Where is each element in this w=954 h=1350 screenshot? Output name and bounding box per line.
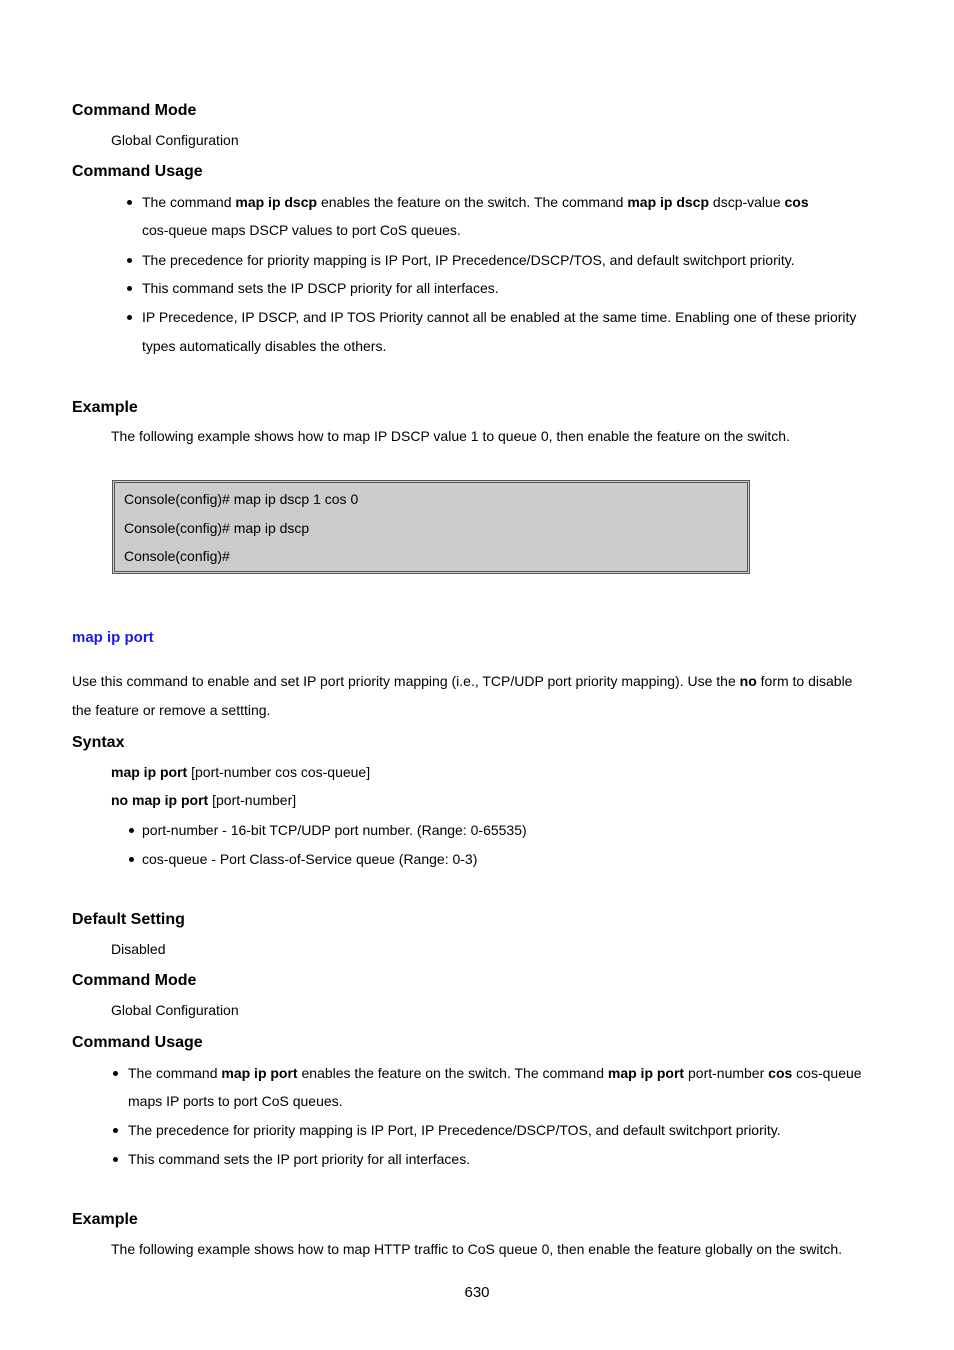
usage-item-1: The command map ip port enables the feature on the switch. The command map ip port port-number cos cos-queue xyxy=(128,1065,862,1081)
syntax-line-1: map ip port [port-number cos cos-queue] xyxy=(111,764,371,780)
usage-item-1: The command map ip dscp enables the feature on the switch. The command map ip dscp dscp-value cos xyxy=(142,194,809,210)
command-usage-heading: Command Usage xyxy=(72,163,203,180)
syntax-line-2: no map ip port [port-number] xyxy=(111,792,297,808)
description: Use this command to enable and set IP port priority mapping (i.e., TCP/UDP port priority mapping). Use the no form to disable xyxy=(72,673,853,689)
parameter-item-2: cos-queue - Port Class-of-Service queue (Range: 0-3) xyxy=(142,851,478,867)
example-heading: Example xyxy=(72,1211,138,1228)
bullet-icon xyxy=(129,857,134,862)
bullet-icon xyxy=(127,286,132,291)
page-number: 630 xyxy=(464,1284,490,1301)
bullet-icon xyxy=(127,200,132,205)
example-text: The following example shows how to map HTTP traffic to CoS queue 0, then enable the feature globally on the switch. xyxy=(111,1241,843,1257)
example-heading: Example xyxy=(72,399,138,416)
command-mode-value: Global Configuration xyxy=(111,1002,239,1018)
bullet-icon xyxy=(129,828,134,833)
command-usage-heading: Command Usage xyxy=(72,1034,203,1051)
console-line: Console(config)# map ip dscp 1 cos 0 xyxy=(124,491,359,507)
command-mode-value: Global Configuration xyxy=(111,132,239,148)
bullet-icon xyxy=(113,1157,118,1162)
parameter-item-1: port-number - 16-bit TCP/UDP port number. (Range: 0-65535) xyxy=(142,822,527,838)
section-title: map ip port xyxy=(72,629,154,646)
console-line: Console(config)# map ip dscp xyxy=(124,520,310,536)
bullet-icon xyxy=(113,1128,118,1133)
console-block xyxy=(112,480,750,574)
usage-item-1-cont: maps IP ports to port CoS queues. xyxy=(128,1093,343,1109)
syntax-heading: Syntax xyxy=(72,734,125,751)
command-mode-heading: Command Mode xyxy=(72,972,197,989)
bullet-icon xyxy=(113,1071,118,1076)
default-setting-value: Disabled xyxy=(111,941,166,957)
usage-item-2: The precedence for priority mapping is IP Port, IP Precedence/DSCP/TOS, and default switchport priority. xyxy=(142,252,795,268)
description-cont: the feature or remove a settting. xyxy=(72,702,271,718)
console-line: Console(config)# xyxy=(124,548,230,564)
example-text: The following example shows how to map IP DSCP value 1 to queue 0, then enable the feature on the switch. xyxy=(111,428,790,444)
usage-item-2: The precedence for priority mapping is IP Port, IP Precedence/DSCP/TOS, and default switchport priority. xyxy=(128,1122,781,1138)
usage-item-4: IP Precedence, IP DSCP, and IP TOS Priority cannot all be enabled at the same time. Enabling one of these priority xyxy=(142,309,857,325)
bullet-icon xyxy=(127,258,132,263)
usage-item-4-cont: types automatically disables the others. xyxy=(142,338,387,354)
usage-item-3: This command sets the IP port priority for all interfaces. xyxy=(128,1151,471,1167)
usage-item-1-cont: cos-queue maps DSCP values to port CoS queues. xyxy=(142,222,461,238)
bullet-icon xyxy=(127,315,132,320)
default-setting-heading: Default Setting xyxy=(72,911,185,928)
usage-item-3: This command sets the IP DSCP priority for all interfaces. xyxy=(142,280,499,296)
command-mode-heading: Command Mode xyxy=(72,102,197,119)
